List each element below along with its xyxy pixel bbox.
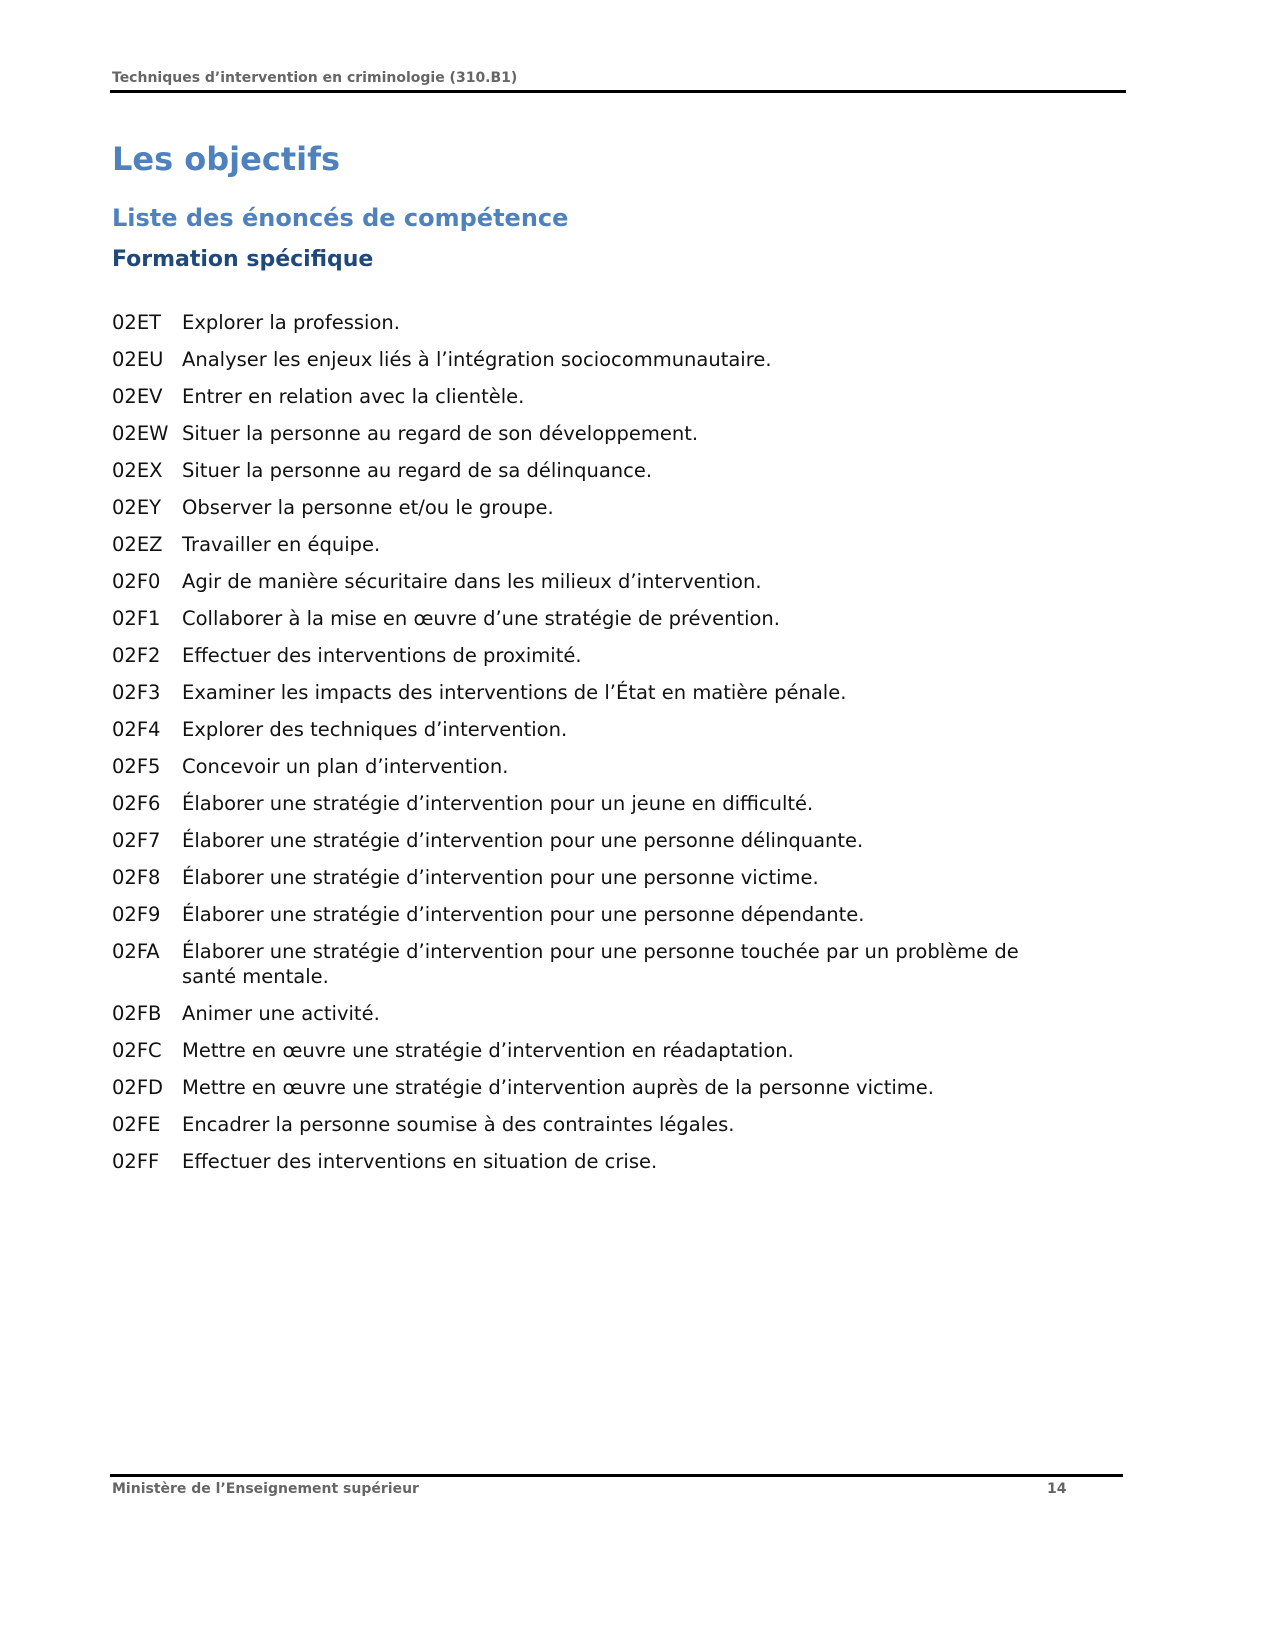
footer-rule (110, 1474, 1123, 1477)
competency-code: 02F8 (112, 866, 161, 889)
competency-statement: Effectuer des interventions en situation de crise. (182, 1150, 658, 1173)
list-item (112, 1038, 1072, 1063)
competency-code: 02EU (112, 348, 164, 371)
list-item (112, 458, 1072, 483)
competency-code: 02EV (112, 385, 163, 408)
competency-statement: Explorer la profession. (182, 311, 400, 334)
competency-statement: Élaborer une stratégie d’intervention pour une personne touchée par un problème de santé mentale. (182, 940, 1019, 988)
section-heading: Liste des énoncés de compétence (112, 204, 569, 232)
competency-statement: Élaborer une stratégie d’intervention pour une personne délinquante. (182, 829, 864, 852)
competency-code: 02ET (112, 311, 162, 334)
page-number: 14 (1047, 1481, 1067, 1497)
competency-code: 02FB (112, 1002, 162, 1025)
list-item (112, 421, 1072, 446)
competency-code: 02F2 (112, 644, 161, 667)
competency-code: 02F4 (112, 718, 161, 741)
competency-statement: Animer une activité. (182, 1002, 380, 1025)
competency-statement: Effectuer des interventions de proximité. (182, 644, 582, 667)
competency-code: 02EZ (112, 533, 163, 556)
competency-code: 02F9 (112, 903, 161, 926)
competency-code: 02FF (112, 1150, 160, 1173)
competency-statement: Collaborer à la mise en œuvre d’une stratégie de prévention. (182, 607, 780, 630)
competency-code: 02FD (112, 1076, 164, 1099)
page-title: Les objectifs (112, 140, 341, 178)
competency-statement: Analyser les enjeux liés à l’intégration sociocommunautaire. (182, 348, 772, 371)
competency-code: 02EW (112, 422, 169, 445)
list-item (112, 1112, 1072, 1137)
list-item (112, 532, 1072, 557)
competency-code: 02EX (112, 459, 163, 482)
competency-code: 02F1 (112, 607, 161, 630)
competency-statement: Travailler en équipe. (182, 533, 381, 556)
list-item (112, 643, 1072, 668)
list-item (112, 384, 1072, 409)
competency-statement: Observer la personne et/ou le groupe. (182, 496, 554, 519)
list-item (112, 828, 1072, 853)
competency-statement: Mettre en œuvre une stratégie d’intervention en réadaptation. (182, 1039, 794, 1062)
running-header: Techniques d’intervention en criminologie (310.B1) (112, 70, 518, 86)
list-item (112, 606, 1072, 631)
competency-code: 02FA (112, 940, 160, 963)
list-item (112, 569, 1072, 594)
list-item (112, 902, 1072, 927)
competency-statement: Élaborer une stratégie d’intervention pour une personne dépendante. (182, 903, 865, 926)
competency-code: 02F6 (112, 792, 161, 815)
competency-statement: Entrer en relation avec la clientèle. (182, 385, 525, 408)
competency-statement: Encadrer la personne soumise à des contraintes légales. (182, 1113, 735, 1136)
footer-publisher: Ministère de l’Enseignement supérieur (112, 1481, 419, 1497)
list-item (112, 347, 1072, 372)
list-item (112, 939, 1072, 989)
subsection-heading: Formation spécifique (112, 247, 374, 272)
list-item (112, 865, 1072, 890)
list-item (112, 680, 1072, 705)
list-item (112, 1075, 1072, 1100)
list-item (112, 791, 1072, 816)
competency-code: 02F0 (112, 570, 161, 593)
competency-statement: Situer la personne au regard de son développement. (182, 422, 699, 445)
list-item (112, 1001, 1072, 1026)
competency-statement: Situer la personne au regard de sa délinquance. (182, 459, 653, 482)
competency-list (112, 310, 1072, 1186)
competency-statement: Mettre en œuvre une stratégie d’intervention auprès de la personne victime. (182, 1076, 934, 1099)
competency-code: 02F3 (112, 681, 161, 704)
list-item (112, 1149, 1072, 1174)
list-item (112, 717, 1072, 742)
competency-statement: Concevoir un plan d’intervention. (182, 755, 509, 778)
competency-statement: Agir de manière sécuritaire dans les milieux d’intervention. (182, 570, 762, 593)
competency-code: 02EY (112, 496, 162, 519)
list-item (112, 495, 1072, 520)
competency-statement: Examiner les impacts des interventions de l’État en matière pénale. (182, 681, 847, 704)
competency-statement: Élaborer une stratégie d’intervention pour un jeune en difficulté. (182, 792, 814, 815)
header-rule (110, 90, 1126, 93)
competency-code: 02F5 (112, 755, 161, 778)
competency-code: 02F7 (112, 829, 161, 852)
competency-code: 02FE (112, 1113, 161, 1136)
competency-code: 02FC (112, 1039, 162, 1062)
list-item (112, 310, 1072, 335)
competency-statement: Explorer des techniques d’intervention. (182, 718, 568, 741)
competency-statement: Élaborer une stratégie d’intervention pour une personne victime. (182, 866, 819, 889)
list-item (112, 754, 1072, 779)
